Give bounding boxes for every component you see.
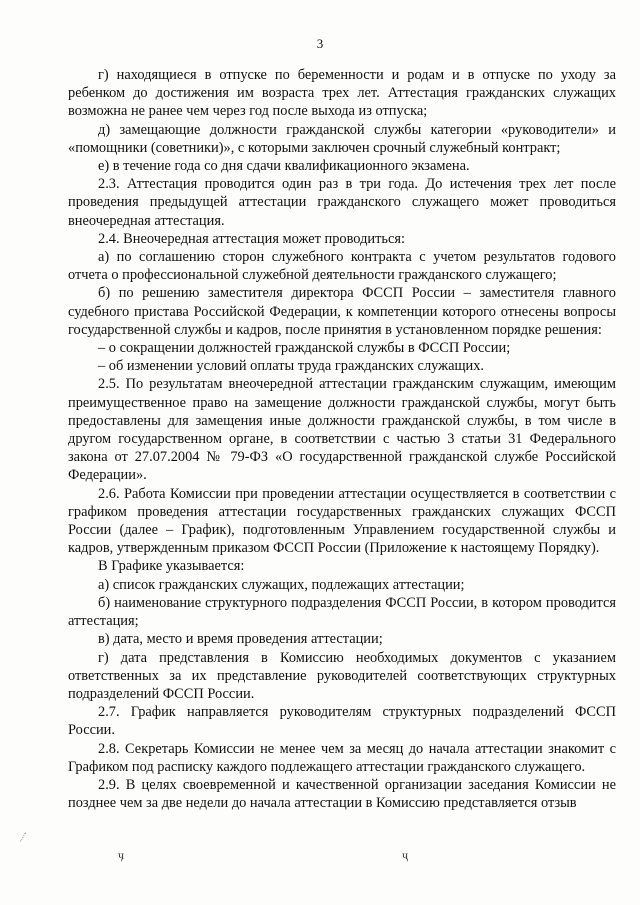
page-number: 3 bbox=[316, 36, 324, 51]
document-body bbox=[68, 66, 616, 812]
paragraph-2-4-b: б) по решению заместителя директора ФССП России – заместителя главного судебного пристава Российской Федерации, к компетенции которого отнесены вопросы государственной службы и кадров, после принятия в установленном порядке решения: bbox=[68, 285, 616, 338]
paragraph-2-3: 2.3. Аттестация проводится один раз в три года. До истечения трех лет после проведения предыдущей аттестации гражданского служащего может проводиться внеочередная аттестация. bbox=[68, 176, 616, 229]
scan-speck bbox=[20, 832, 33, 845]
paragraph-2-5: 2.5. По результатам внеочередной аттестации гражданским служащим, имеющим преимущественное право на замещение должности гражданской службы, могут быть предоставлены для замещения иные должности гражданской службы, в том числе в другом государственном органе, в соответствии с частью 3 статьи 31 Федерального закона от 27.07.2004 № 79-ФЗ «О государственной гражданской службе Российской Федерации». bbox=[68, 376, 616, 484]
footer-mark-left: ӌ bbox=[118, 848, 125, 862]
paragraph-2-4: 2.4. Внеочередная аттестация может проводиться: bbox=[98, 230, 405, 247]
paragraph-item-g: г) находящиеся в отпуске по беременности и родам и в отпуске по уходу за ребенком до достижения им возраста трех лет. Аттестация гражданских служащих возможна не ранее чем через год после выхода из отпуска; bbox=[68, 67, 616, 120]
paragraph-schedule-g: г) дата представления в Комиссию необходимых документов с указанием ответственных за их представление руководителей соответствующих структурных подразделений ФССП России. bbox=[68, 649, 616, 702]
list-item-reduction: – о сокращении должностей гражданской службы в ФССП России; bbox=[98, 340, 511, 357]
paragraph-schedule-b: б) наименование структурного подразделения ФССП России, в котором проводится аттестация; bbox=[68, 594, 616, 630]
paragraph-item-e: е) в течение года со дня сдачи квалификационного экзамена. bbox=[98, 158, 470, 175]
list-item-pay-change: – об изменении условий оплаты труда гражданских служащих. bbox=[98, 358, 485, 375]
paragraph-2-9: 2.9. В целях своевременной и качественной организации заседания Комиссии не позднее чем за две недели до начала аттестации в Комиссию представляется отзыв bbox=[68, 776, 616, 812]
paragraph-schedule-v: в) дата, место и время проведения аттестации; bbox=[98, 631, 383, 648]
paragraph-2-8: 2.8. Секретарь Комиссии не менее чем за месяц до начала аттестации знакомит с Графиком под расписку каждого подлежащего аттестации гражданского служащего. bbox=[68, 740, 616, 775]
paragraph-2-7: 2.7. График направляется руководителям структурных подразделений ФССП России. bbox=[68, 704, 616, 739]
paragraph-item-d: д) замещающие должности гражданской службы категории «руководители» и «помощники (советники)», с которыми заключен срочный служебный контракт; bbox=[68, 121, 616, 156]
paragraph-schedule-a: а) список гражданских служащих, подлежащих аттестации; bbox=[98, 576, 465, 593]
paragraph-2-4-a: а) по соглашению сторон служебного контракта с учетом результатов годового отчета о профессиональной служебной деятельности гражданского служащего; bbox=[68, 249, 616, 284]
footer-mark-right: ҷ bbox=[402, 848, 409, 862]
paragraph-schedule-intro: В Графике указывается: bbox=[98, 558, 245, 575]
paragraph-2-6: 2.6. Работа Комиссии при проведении аттестации осуществляется в соответствии с графиком проведения аттестации государственных гражданских служащих ФССП России (далее – График), подготовленным Управлением государственной службы и кадров, утвержденным приказом ФССП России (Приложение к настоящему Порядку). bbox=[68, 485, 616, 557]
